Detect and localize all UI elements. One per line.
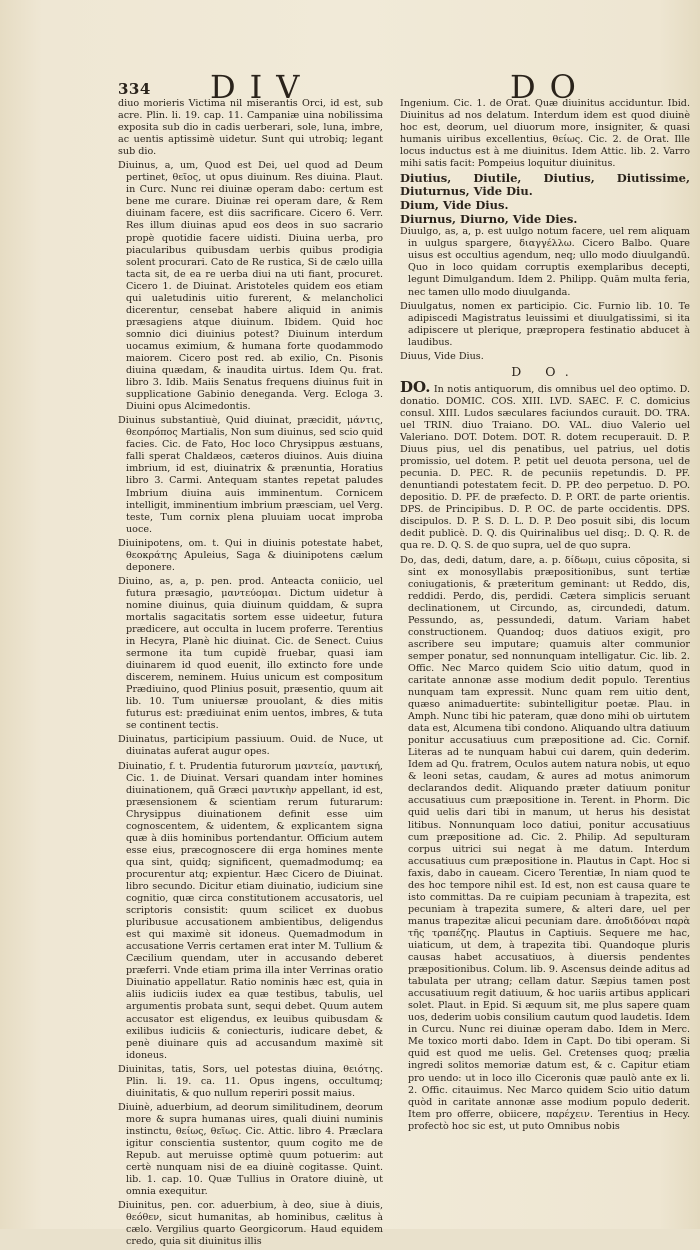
- entry-do-notes: [400, 377, 690, 553]
- left-column: [118, 98, 383, 1250]
- do-notes-text: In notis antiquorum, dis omnibus uel deo optimo. D. donatio. DOMIC. COS. XIII. LVD. SAEC. F. C. domicius consul. XIII. Ludos sæculares faciundos curauit. DO. TRA. uel TRIN. diuo Traiano. DO. VAL. diuo Valerio uel Valeriano. DOT. Dotem. DOT. R. dotem recuperauit. D. P. Diuus pius, uel dis penatibus, uel patrius, uel dotis promissio, uel dotem. P. petit uel deuota persona, uel de pecunia. D. PEC. R. de pecuniis repetundis. D. PF. denuntiandi potestatem fecit. D. PP. deo perpetuo. D. PO. depositio. D. PF. de præfecto. D. P. ORT. de parte orientis. DPS. de Principibus. D. P. OC. de parte occidentis. DPS. discipulos. D. P. S. D. L. D. P. Deo posuit sibi, dis locum dedit publicè. D. Q. dis Quirinalibus uel disq;. D. Q. R. de qua re. D. Q. S. de quo supra, uel de quo supra.: [400, 383, 690, 552]
- entry-diuinitas: Diuinitas, tatis, Sors, uel potestas diuina, θειότης. Plin. li. 19. ca. 11. Opus ingens, occultumq; diuinitatis, & quo nullum reperiri possit maius.: [118, 1063, 383, 1099]
- right-column: [400, 98, 690, 1135]
- entry-diuinatus: Diuinatus, participium passiuum. Ouid. de Nuce, ut diuinatas auferat augur opes.: [118, 734, 383, 758]
- section-heading-do: D O.: [511, 363, 579, 379]
- entry-diuinus: Diuinus, a, um, Quod est Dei, uel quod ad Deum pertinet, θεῖος, ut opus diuinum. Res diuina. Plaut. in Curc. Nunc rei diuinæ operam dabo: certum est bene me curare. Diuinæ rei operam dare, & Rem diuinam facere, est diis sacrificare. Cicero 6. Verr. Res illum diuinas apud eos deos in suo sacrario propè quotidie facere uidisti. Diuina uerba, pro piacularibus quibusdam uerbis quibus prodigia solent procurari. Cato de Re rustica, Si de cælo uilla tacta sit, de ea re uerba diui na uti fiant, procuret. Cicero 1. de Diuinat. Aristoteles quidem eos etiam qui ualetudinis uitio furerent, & melancholici dicerentur, censebat habere aliquid in animis præsagiens atque diuinum. Ibidem. Quid hoc somnio dici diuinius potest? Diuinum interdum uocamus eximium, & humana forte quodammodo maiorem. Cicero post red. ab exilio, Cn. Pisonis diuina quædam, & inaudita uirtus. Idem Qu. frat. libro 3. Idib. Maiis Senatus frequens diuinus fuit in supplicatione Gabinio deneganda. Verg. Ecloga 3. Diuini opus Alcimedontis.: [118, 160, 383, 413]
- entry-diuus: Diuus, Vide Dius.: [400, 350, 484, 362]
- page-number: 334: [118, 80, 151, 98]
- entry-diuinipotens: Diuinipotens, om. t. Qui in diuinis potestate habet, θεοκράτης Apuleius, Saga & diuinipotens cælum deponere.: [118, 537, 383, 573]
- running-head-left: DIV: [210, 68, 314, 106]
- entry-diuinus-substantiue: Diuinus substantiuè, Quid diuinat, præcidit, μάντις, θεοπρόπος Martialis, Non sum diuinus, sed scio quid facies. Cic. de Fato, Hoc loco Chrysippus æstuans, falli sperat Chaldæos, cæteros diuinos. Auis diuina imbrium, id est, diuinatrix & prænuntia, Horatius libro 3. Carmi. Antequam stantes repetat paludes Imbrium diuina auis imminentum. Cornicem intelligit, imminentium imbrium præsciam, uel Verg. teste, Tum cornix plena pluuiam uocat improba uoce.: [118, 415, 383, 535]
- entry-diuulgo: Diuulgo, as, a, p. est uulgo notum facere, uel rem aliquam in uulgus spargere, διαγγέλλω. Cicero Balbo. Quare uisus est occultius agendum, neq; ullo modo diuulgandū. Quo in loco quidam corruptis exemplaribus decepti, legunt Dimulgandum. Idem 2. Philipp. Quām multa feria, nec tamen ullo modo diuulganda.: [400, 226, 690, 298]
- entry-paragraph: diuo morieris Victima nil miserantis Orci, id est, sub acre. Plin. li. 19. cap. 11. Campaniæ uina nobilissima exposita sub dio in cadis uerberari, sole, luna, imbre, ac uentis aptissimè uidetur. Sunt qui utrobiq; legant sub dio.: [118, 98, 383, 158]
- running-head-right: DO: [510, 68, 590, 106]
- headword-dium: Dium, Vide Dius.: [400, 198, 509, 213]
- entry-do-verb: Do, das, dedi, datum, dare, a. p. δίδωμι, cuius cōposita, si sint ex monosyllabis præpositionibus, sunt tertiæ coniugationis, & præteritum geminant: ut Reddo, dis, reddidi. Perdo, dis, perdidi. Cætera simplicis seruant declinationem, ut Circundo, as, circundedi, datum. Pessundo, as, pessundedi, datum. Variam habet constructionem. Quandoq; duos datiuos exigit, pro ascribere seu imputare; quamuis alter communior semper ponatur, sed nonnunquam intelligatur. Cic. lib. 2. Offic. Nec Marco quidem Scio uitio datum, quod in caritate annonæ asse modium dedit populo. Terentius nunquam tam expressit. Nunc quam rem uitio dent, quæso animaduertite: subintelligitur poetæ. Plau. in Amph. Nunc tibi hic pateram, quæ dono mihi ob uirtutem data est, Alcumena tibi condono. Aliquando ultra datiuum ponitur accusatiuus cum præpositione ad. Cic. Cornif. Literas ad te nunquam habui cui darem, quin dederim. Idem ad Qu. fratrem, Oculos autem natura nobis, ut equo & leoni setas, caudam, & aures ad motus animorum declarandos dedit. Aliquando præter datiuum ponitur accusatiuus cum præpositione in. Terent. in Phorm. Dic quid uelis dari tibi in manum, ut herus his desistat litibus. Nonnunquam loco datiui, ponitur accusatiuus cum præpositione ad. Cic. 2. Philip. Ad sepulturam corpus uitrici sui negat à me datum. Interdum accusatiuus cum præpositione in. Plautus in Capt. Hoc si faxis, dabo in caueam. Cicero Terentiæ, In niam quod te des hoc tempore nihil est. Id est, non est causa quare te isto committas. Da re cuipiam pecuniam à trapezita, est pecuniam à trapezita sumere, & alteri dare, uel per manus trapezitæ alicui pecuniam dare. ἀποδιδόναι παρὰ τῆς τραπέζης. Plautus in Captiuis. Sequere me hac, uiaticum, ut dem, à trapezita tibi. Quandoque pluris causas habet accusatiuos, à diuersis pendentes præpositionibus. Colum. lib. 9. Ascensus deinde aditus ad tabulata per utrang; cellam datur. Sæpius tamen post accusatiuum regit datiuum, & hoc uariis artibus applicari solet. Plaut. in Epid. Si æquum sit, me plus sapere quam uos, dederim uobis consilium cautum quod laudetis. Idem in Curcu. Nunc rei diuinæ operam dabo. Idem in Merc. Me toxico morti dabo. Idem in Capt. Do tibi operam. Si quid est quod me uelis. Gel. Cretenses quoq; prælia ingredi solitos memoriæ datum est, & c. Capitur etiam pro uendo: ut in loco illo Ciceronis quæ paulò ante ex li. 2. Offic. citauimus. Nec Marco quidem Scio uitio datum quòd in caritate annonæ asse modium populo dederit. Item pro offerre, obiicere, παρέχειν. Terentius in Hecy. profectò hoc sic est, ut puto Omnibus nobis: [400, 554, 690, 1132]
- entry-diuinitus: Diuinitus, pen. cor. aduerbium, à deo, siue à diuis, θεόθεν, sicut humanitas, ab hominibus, cælitus à cælo. Vergilius quarto Georgicorum. Haud equidem credo, quia sit diuinitus illis: [118, 1200, 383, 1248]
- entry-diuino: Diuino, as, a, p. pen. prod. Anteacta coniicio, uel futura præsagio, μαντεύομαι. Dictum uidetur à nomine diuinus, quia diuinum quiddam, & supra mortalis sagacitatis sortem esse uideetur, futura prædicere, aut occulta in lucem proferre. Terentius in Hecyra, Planè hic diuinat. Cic. de Senect. Cuius sermone ita tum cupidè fruebar, quasi iam diuinarem id quod euenit, illo extincto fore unde discerem, neminem. Huius unicum est compositum Prædiuino, quod Plinius posuit, præsentio, quum ait lib. 10. Tum uniuersæ prouolant, & dies mitis futurus est: prædiuinat enim uentos, imbres, & tuta se continent tectis.: [118, 575, 383, 732]
- do-lead-word: DO.: [400, 377, 431, 396]
- headword-diutius: Diutius, Diutile, Diutius, Diutissime, Diuturnus, Vide Diu.: [400, 171, 690, 199]
- page-header: [0, 62, 700, 106]
- entry-continuation: Ingenium. Cic. 1. de Orat. Quæ diuinitus acciduntur. Ibid. Diuinitus ad nos delatum. Interdum idem est quod diuinè hoc est, deorum, uel diuorum more, insigniter, & quasi humanis uiribus excellentius, θείως. Cic. 2. de Orat. Ille locus inductus est à me diuinitus. Idem Attic. lib. 2. Varro mihi satis facit: Pompeius loquitur diuinitus.: [400, 98, 690, 170]
- entry-diuinatio: Diuinatio, f. t. Prudentia futurorum μαντεία, μαντική, Cic. 1. de Diuinat. Versari quandam inter homines diuinationem, quã Græci μαντικὴν appellant, id est, præsensionem & scientiam rerum futurarum: Chrysippus diuinationem definit esse uim cognoscentem, & uidentem, & explicantem signa quæ à diis hominibus portendantur. Officium autem esse eius, præcognoscere dii erga homines mente qua sint, quidq; significent, quemadmodumq; ea procurentur atq; expientur. Hæc Cicero de Diuinat. libro secundo. Dicitur etiam diuinatio, iudicium sine cognitio, quæ circa constitutionem accusatoris, uel scriptoris consistit: quum scilicet ex duobus pluribusue accusationem ambientibus, deligendus est qui maximè sit idoneus. Quemadmodum in accusatione Verris certamen erat inter M. Tullium & Cæcilium quendam, uter in accusando deberet præferri. Vnde etiam prima illa inter Verrinas oratio Diuinatio appellatur. Ratio nominis hæc est, quia in aliis iudiciis iudex ea quæ testibus, tabulis, uel argumentis probata sunt, sequi debet. Quum autem accusator est eligendus, ex leuibus quibusdam & exilibus iudiciis & coniecturis, iudicare debet, & penè diuinare quis ad accusandum maximè sit idoneus.: [118, 760, 383, 1061]
- entry-diuine: Diuinè, aduerbium, ad deorum similitudinem, deorum more & supra humanas uires, quali diuini numinis instinctu, θείως, θεῖως. Cic. Attic. libro 4. Præclara igitur conscientia sustentor, quum cogito me de Repub. aut meruisse optimè quum potuerim: aut certè nunquam nisi de ea diuinè cogitasse. Quint. lib. 1. cap. 10. Quæ Tullius in Oratore diuinè, ut omnia exequitur.: [118, 1101, 383, 1198]
- entry-diuulgatus: Diuulgatus, nomen ex participio. Cic. Furnio lib. 10. Te adipiscedi Magistratus leuissimi et diuulgatissimi, si ita adipiscere ut plerique, præpropera festinatio abducet à laudibus.: [400, 300, 690, 348]
- headword-diurnus: Diurnus, Diurno, Vide Dies.: [400, 212, 578, 227]
